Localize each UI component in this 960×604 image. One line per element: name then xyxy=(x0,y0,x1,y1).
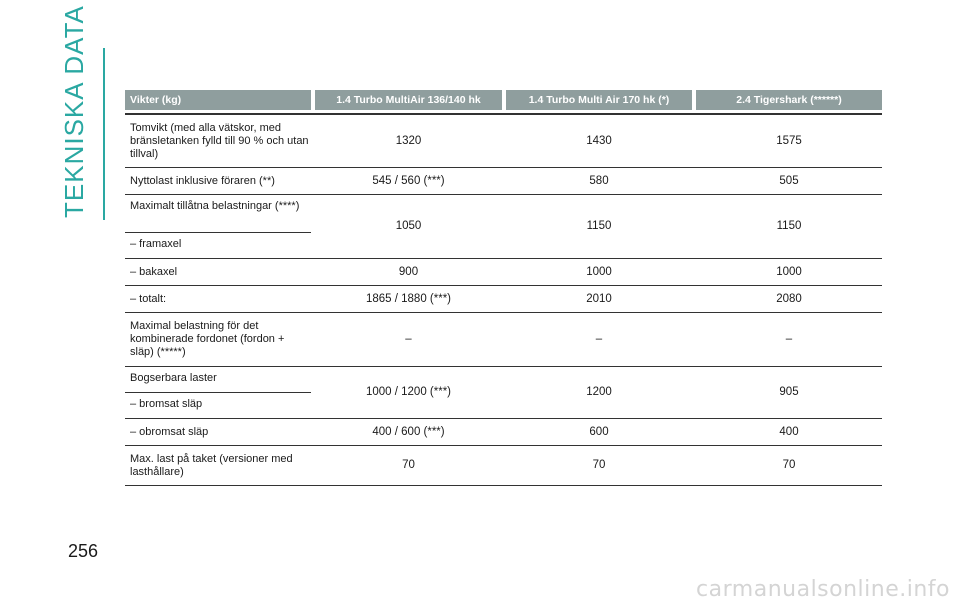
row-value: 2010 xyxy=(502,286,692,313)
row-value: 1150 xyxy=(502,195,692,259)
table-row xyxy=(125,446,882,486)
row-value: 1200 xyxy=(502,367,692,419)
row-label: Nyttolast inklusive föraren (**) xyxy=(125,168,311,195)
row-label: – obromsat släp xyxy=(125,419,311,446)
page-number: 256 xyxy=(68,541,99,561)
row-value: 505 xyxy=(692,168,882,195)
row-value: 580 xyxy=(502,168,692,195)
row-sublabel: – framaxel xyxy=(130,238,182,250)
row-value: 1000 / 1200 (***) xyxy=(311,367,502,419)
header-engine-3: 2.4 Tigershark (******) xyxy=(692,90,882,113)
row-value: 1150 xyxy=(692,195,882,259)
row-label: Maximalt tillåtna belastningar (****) xyxy=(125,195,311,233)
row-label: Max. last på taket (versioner med lasthållare) xyxy=(125,446,311,486)
row-value: 400 xyxy=(692,419,882,446)
row-value: 1865 / 1880 (***) xyxy=(311,286,502,313)
row-value: 1050 xyxy=(311,195,502,259)
row-label: Maximal belastning för det kombinerade fordonet (fordon + släp) (*****) xyxy=(125,313,311,367)
table-row xyxy=(125,168,882,195)
row-label-group xyxy=(125,367,311,419)
row-value: 1430 xyxy=(502,113,692,168)
row-value: 545 / 560 (***) xyxy=(311,168,502,195)
row-value: 1320 xyxy=(311,113,502,168)
section-rule xyxy=(103,48,105,220)
row-value: 70 xyxy=(502,446,692,486)
table-row xyxy=(125,286,882,313)
row-label: Tomvikt (med alla vätskor, med bränsletanken fylld till 90 % och utan tillval) xyxy=(125,113,311,168)
row-sublabel: – bromsat släp xyxy=(130,398,203,410)
section-title: TEKNISKA DATA xyxy=(59,5,89,218)
header-weights: Vikter (kg) xyxy=(125,90,311,113)
row-value: 1000 xyxy=(692,259,882,286)
row-value: 1000 xyxy=(502,259,692,286)
header-engine-1: 1.4 Turbo MultiAir 136/140 hk xyxy=(311,90,502,113)
table-row xyxy=(125,419,882,446)
table-row xyxy=(125,259,882,286)
row-label: Bogserbara laster xyxy=(125,367,311,393)
row-value: 70 xyxy=(692,446,882,486)
row-label-group xyxy=(125,195,311,259)
row-value: 600 xyxy=(502,419,692,446)
row-label: – totalt: xyxy=(125,286,311,313)
table-row xyxy=(125,195,882,259)
row-label: – bakaxel xyxy=(125,259,311,286)
row-value: 900 xyxy=(311,259,502,286)
row-value: 2080 xyxy=(692,286,882,313)
row-value: – xyxy=(692,313,882,367)
table-row xyxy=(125,367,882,419)
table-row xyxy=(125,313,882,367)
table-row xyxy=(125,113,882,168)
row-value: – xyxy=(311,313,502,367)
weights-table xyxy=(125,90,882,486)
table-header-row xyxy=(125,90,882,113)
row-value: 905 xyxy=(692,367,882,419)
row-value: – xyxy=(502,313,692,367)
row-value: 1575 xyxy=(692,113,882,168)
header-engine-2: 1.4 Turbo Multi Air 170 hk (*) xyxy=(502,90,692,113)
row-value: 400 / 600 (***) xyxy=(311,419,502,446)
watermark: carmanualsonline.info xyxy=(696,577,950,602)
row-value: 70 xyxy=(311,446,502,486)
